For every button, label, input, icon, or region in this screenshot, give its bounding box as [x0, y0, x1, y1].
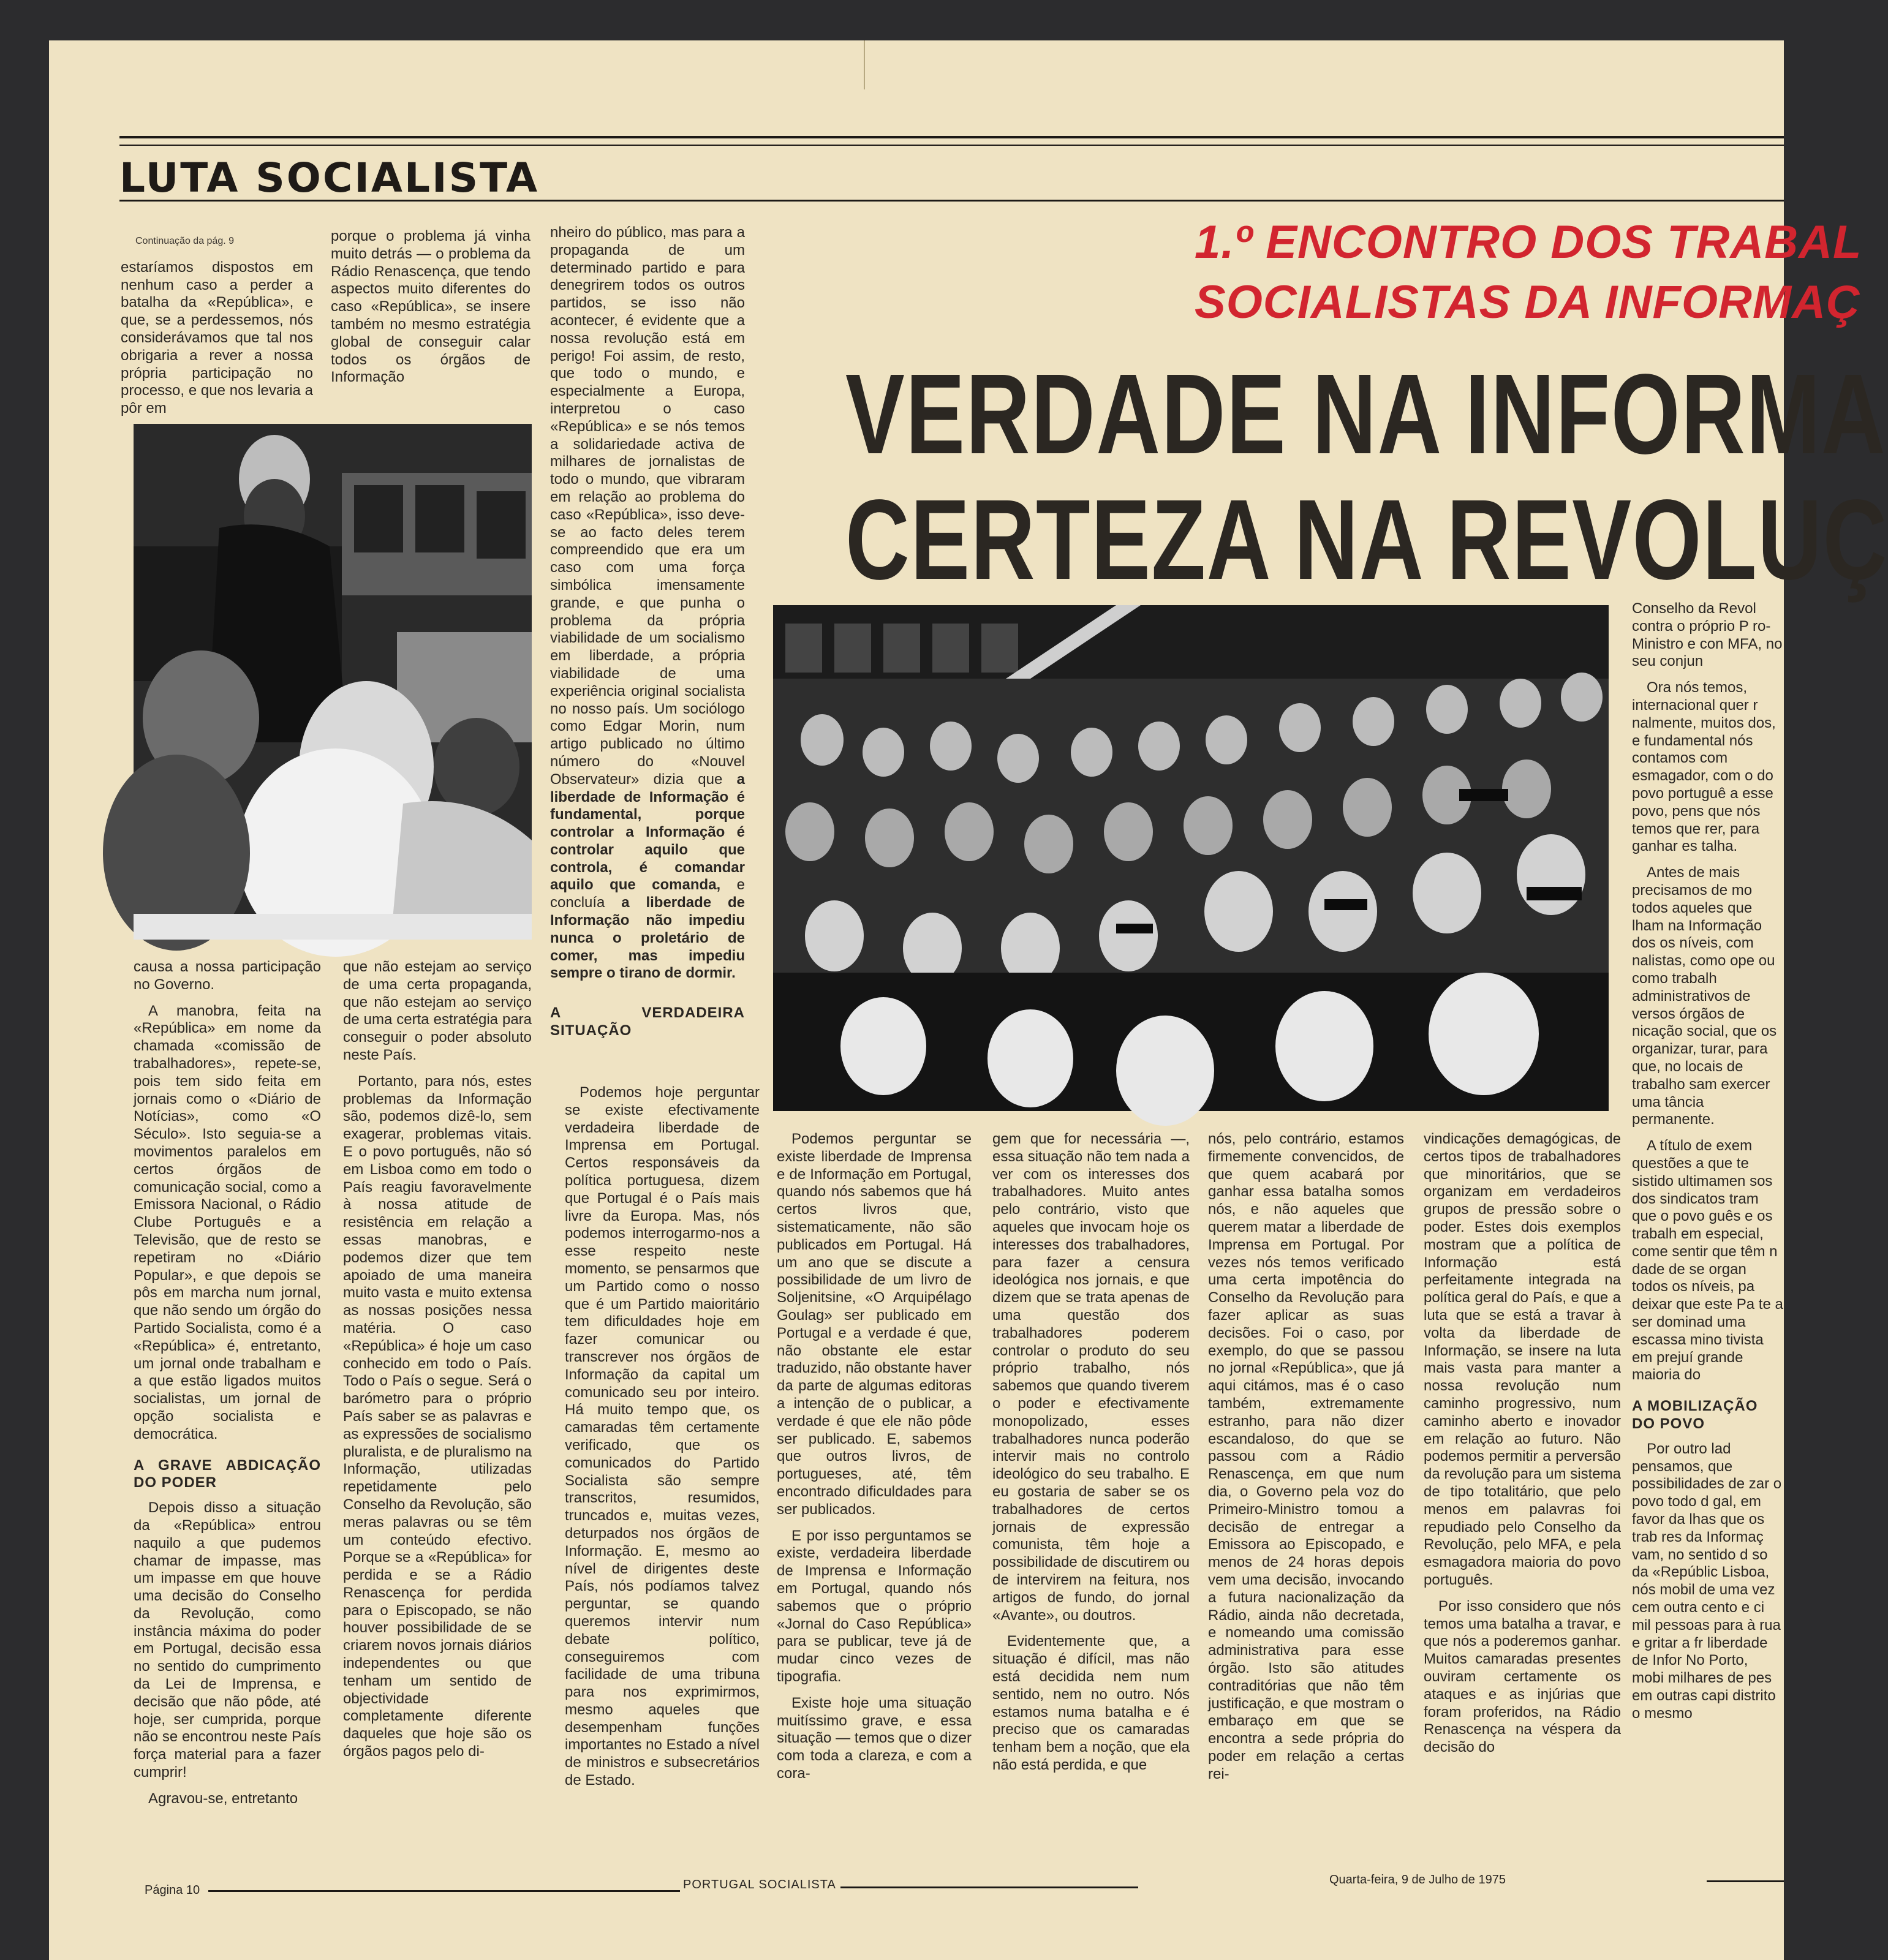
page-fold: [864, 40, 865, 89]
col4-paragraph-3: Existe hoje uma situação muitíssimo grave, e essa situação — temos que o dizer com toda a clareza, e com a cora-: [777, 1694, 972, 1782]
article-kicker-line1: 1.º ENCONTRO DOS TRABAL: [1195, 216, 1862, 268]
col8-paragraph-3: Antes de mais precisamos de mo todos aqueles que lham na Informação dos os níveis, com nalistas, como ope ou como trabalh administrativos de versos órgãos de nicação social, que os organizar, turar, para que, no locais de trabalho sam exercer uma tância permanente.: [1632, 864, 1777, 1128]
photo-audience-image: [773, 605, 1609, 1111]
column-6: [1208, 1131, 1404, 1878]
footer-rule-right: [840, 1887, 1138, 1888]
col8-paragraph-5: Por outro lad pensamos, que possibilidades de zar o povo todo d gal, em favor da lhas que os trab res da Informaç vam, no sentido d so da «Repúblic Lisboa, nós mobil de uma vez cem outra cento e ci mil pessoas para à rua e gritar a fr liberdade de Infor No Porto, mobi milhares de pes em outras capi distrito o mesmo: [1632, 1440, 1782, 1722]
col1-paragraph-2: A manobra, feita na «República» em nome da chamada «comissão de trabalhadores», repete-se, pois tem sido feita em jornais como o «Diário de Notícias», como «O Século». Isto seguia-se a movimentos paralelos em certos órgãos de comunicação social, como a Emissora Nacional, o Rádio Clube Português e a Televisão, que de resto se repetiram no «Diário Popular», e que depois se pôs em marcha num jornal, que não sendo um órgão do Partido Socialista, como é a «República» é, entretanto, um jornal onde trabalham e a que estão ligados muitos socialistas, um jornal de opção socialista e democrática.: [134, 1002, 321, 1442]
subhead-verdadeira-situacao: A VERDADEIRA SITUAÇÃO: [550, 1005, 745, 1039]
col1-paragraph-3: Depois disso a situação da «República» entrou naquilo a que pudemos chamar de impasse, mas um impasse em que houve uma decisão do Conselho da Revolução, como instância máxima do poder em Portugal, decisão essa no sentido do cumprimento da Lei de Imprensa, e decisão que não pôde, até hoje, ser cumprida, porque não se encontrou neste País força material para a fazer cumprir!: [134, 1499, 321, 1781]
subhead-grave-abdicacao: A GRAVE ABDICAÇÃO DO PODER: [134, 1457, 321, 1491]
col8-paragraph-1: Conselho da Revol contra o próprio P ro-Ministro e con MFA, no seu conjun: [1632, 600, 1783, 670]
footer-rule-far-right: [1707, 1880, 1784, 1882]
col1-top-text: estaríamos dispostos em nenhum caso a perder a batalha da «República», e que, se a perdessemos, nós considerávamos que tal nos obrigaria a rever a nossa própria participação no processo, e que nos levaria a pôr em: [121, 258, 313, 417]
column-2-bottom: [343, 959, 532, 1918]
column-3-bottom: [565, 1084, 760, 1880]
continuation-note: Continuação da pág. 9: [135, 236, 235, 246]
col3-paragraph-2: Podemos hoje perguntar se existe efectivamente verdadeira liberdade de Imprensa em Portugal. Certos responsáveis da política portuguesa, dizem que Portugal é o País mais livre da Europa. Mas, nós podemos interrogarmo-nos a esse respeito neste momento, se pensarmos que um Partido como o nosso que é um Partido maioritário tem dificuldades hoje em fazer comunicar ou transcrever nos órgãos de Informação da capital um comunicado seu por inteiro. Há muito tempo que, os camaradas têm certamente verificado, que os comunicados do Partido Socialista são sempre transcritos, resumidos, truncados e, muitas vezes, deturpados nos órgãos de Informação. E, mesmo ao nível de dirigentes deste País, nós podíamos talvez perguntar, se quando queremos intervir num debate político, conseguiremos com facilidade de uma tribuna para nos exprimirmos, mesmo aqueles que desempenham funções importantes no Estado a nível de ministros e subsecretários de Estado.: [565, 1084, 760, 1789]
footer-rule-left: [208, 1890, 680, 1892]
col5-paragraph-1: gem que for necessária —, essa situação não tem nada a ver com os interesses dos trabalhadores. Muito antes pelo contrário, visto que aqueles que invocam hoje os interesses dos trabalhadores, para fazer a censura ideológica nos jornais, e que dizem que se trata apenas de uma questão dos trabalhadores poderem controlar o produto do seu próprio trabalho, nós sabemos que quando tiverem o poder e efectivamente monopolizado, esses trabalhadores nunca poderão intervir mais no controlo ideológico do seu trabalho. E eu gostaria de saber se os trabalhadores de certos jornais de expressão comunista, têm hoje a possibilidade de discutirem ou de intervirem na feitura, nos artigos de fundo, do jornal «Avante», ou doutros.: [992, 1131, 1190, 1624]
column-5: [992, 1131, 1190, 1878]
header-rule-top: [119, 136, 1784, 138]
photo-speaker: [134, 424, 532, 940]
col5-paragraph-2: Evidentemente que, a situação é difícil, mas não está decidida nem num sentido, nem no outro. Nós estamos numa batalha e é preciso que os camaradas tenham bem a noção, que ela não está perdida, e que: [992, 1633, 1190, 1773]
column-3: [550, 224, 746, 1039]
col8-paragraph-4: A título de exem questões a que te sistido ultimamen sos dos sindicatos tram que o povo guês e os trabalh em especial, come sentir que têm n dade de se organ todos os níveis, pa deixar que este Pa te a ser dominad uma escassa mino tivista em prejuí grande maioria do: [1632, 1137, 1783, 1384]
col1-bottom-text: causa a nossa participação no Governo.: [134, 959, 321, 993]
column-4: [777, 1131, 972, 1878]
col2-paragraph-1: que não estejam ao serviço de uma certa propaganda, que não estejam ao serviço de uma certa estratégia para conseguir o poder absoluto neste País.: [343, 959, 532, 1063]
photo-speaker-image: [134, 424, 532, 940]
col2-paragraph-2: Portanto, para nós, estes problemas da Informação são, podemos dizê-lo, sem exagerar, problemas vitais. E o povo português, não só em Lisboa como em todo o País reagiu favoravelmente à nossa atitude de resistência em relação a essas manobras, e podemos dizer que tem apoiado de uma maneira muito vasta e muito extensa as nossas posições nessa matéria. O caso «República» é hoje um caso conhecido em todo o País. Todo o País o segue. Será o barómetro para o próprio País saber se as palavras e as expressões de socialismo pluralista, e de pluralismo na Informação, utilizadas repetidamente pelo Conselho da Revolução, são meras palavras ou se têm um conteúdo efectivo. Porque se a «República» for perdida e se a Rádio Renascença for perdida para o Episcopado, se não houver possibilidade de se criarem novos jornais diários independentes ou que tenham um sentido de objectividade completamente diferente daqueles que hoje são os órgãos pagos pelo di-: [343, 1072, 532, 1760]
col7-paragraph-1: vindicações demagógicas, de certos tipos de trabalhadores que minoritários, que se organizam em verdadeiros grupos de pressão sobre o poder. Estes dois exemplos mostram que a política de Informação está perfeitamente integrada na política geral do País, e que a luta que se está a travar à volta da liberdade de Informação, se insere na luta mais vasta para manter a nossa revolução num caminho progressivo, num caminho aberto e inovador em relação ao futuro. Não podemos permitir a perversão da revolução para um sistema de tipo totalitário, que pelo menos em palavras foi repudiado pelo Conselho da Revolução, pelo MFA, e pela esmagadora maioria do povo português.: [1424, 1131, 1621, 1588]
article-headline-line1: VERDADE NA INFORMA: [845, 351, 1887, 478]
article-kicker-line2: SOCIALISTAS DA INFORMAÇ: [1195, 276, 1860, 328]
col8-paragraph-2: Ora nós temos, internacional quer r nalmente, muitos dos, e fundamental nós contamos com esmagador, com o do povo portuguê a esse povo, pens que nós temos que rer, para ganhar es talha.: [1632, 679, 1776, 855]
col1-paragraph-4: Agravou-se, entretanto: [148, 1790, 298, 1807]
col3-quote-1: a liberdade de Informação é fundamental, porque controlar a Informação é controlar aquilo que controla, é comandar aquilo que comanda,: [550, 771, 745, 894]
col7-paragraph-2: Por isso considero que nós temos uma batalha a travar, e que nós a poderemos ganhar. Muitos camaradas presentes ouviram certamente os ataques e as injúrias que foram proferidos, na Rádio Renascença na véspera da decisão do: [1424, 1597, 1621, 1756]
photo-audience: [773, 605, 1609, 1111]
subhead-mobilizacao: A MOBILIZAÇÃO DO POVO: [1632, 1398, 1758, 1433]
col2-top-text: porque o problema já vinha muito detrás — o problema da Rádio Renascença, que tendo aspectos muito diferentes do caso «República», se insere também no mesmo estratégia global de conseguir calar todos os órgãos de Informação: [331, 228, 531, 386]
section-title: LUTA SOCIALISTA: [119, 154, 540, 202]
col3-mid-text: e concluía: [550, 876, 746, 911]
col6-paragraph-1: nós, pelo contrário, estamos firmemente convencidos, de que quem acabará por ganhar essa batalha somos nós, e não aqueles que querem matar a liberdade de Imprensa em Portugal. Por vezes nós temos verificado uma certa impotência do Conselho da Revolução para fazer aplicar as suas decisões. Foi o caso, por exemplo, do que se passou no jornal «República», que já aqui citámos, mas é o caso também, extremamente estranho, para não dizer escandaloso, do que se passou com a Rádio Renascença, em que num dia, o Governo pela voz do Primeiro-Ministro tomou a decisão de entregar a Emissora ao Episcopado, e menos de 24 horas depois vem uma decisão, invocando a futura nacionalização da Rádio, ainda não decretada, e nomeando uma comissão administrativa para esse órgão. Isto são atitudes contraditórias que não têm justificação, e que mostram o embaraço em que se encontra a sede própria do poder em relação a certas rei-: [1208, 1131, 1404, 1782]
column-2-top: [331, 228, 531, 415]
col3-top-text: nheiro do público, mas para a propaganda de um determinado partido e para denegrirem todos os outros partidos, se isso não acontecer, é evidente que a nossa revolução está em perigo! Foi assim, de resto, que todo o mundo, e especialmente a Europa, interpretou o caso «República» e se nós temos a solidariedade activa de milhares de jornalistas de todo o mundo, que vibraram em relação ao problema do caso «República», isso deve-se ao facto deles terem compreendido que era um caso com uma força simbólica imensamente grande, e que punha o problema da própria viabilidade de um socialismo em liberdade, a própria viabilidade de uma experiência original socialista no nosso país. Um sociólogo como Edgar Morin, num artigo publicado no último número do «Nouvel Observateur» dizia que: [550, 224, 745, 788]
header-rule-second: [119, 145, 1784, 146]
col4-paragraph-2: E por isso perguntamos se existe, verdadeira liberdade de Imprensa e Informação em Portugal, quando nós sabemos que o próprio «Jornal do Caso República» para se publicar, teve já de mudar cinco vezes de tipografia.: [777, 1527, 972, 1685]
column-8: [1632, 600, 1784, 1878]
column-1-top: [121, 233, 313, 417]
article-headline-line2: CERTEZA NA REVOLUÇ: [845, 477, 1888, 603]
col3-quote-2: a liberdade de Informação não impediu nunca o proletário de comer, mas impediu sempre o tirano de dormir.: [550, 894, 746, 982]
footer-page-label: Página 10: [145, 1883, 200, 1897]
col4-paragraph-1: Podemos perguntar se existe liberdade de Imprensa e de Informação em Portugal, quando nós sabemos que há certos livros que, sistematicamente, não são publicados em Portugal. Há um ano que se discute a possibilidade de um livro de Soljenitsine, «O Arquipélago Goulag» ser publicado em Portugal e a verdade é que, não obstante ele estar traduzido, não obstante haver da parte de algumas editoras a intenção de o publicar, a verdade é que ele não pôde ser publicado. E, sabemos que outros livros, de portugueses, até, têm encontrado dificuldades para ser publicados.: [777, 1131, 972, 1518]
footer-date: Quarta-feira, 9 de Julho de 1975: [1329, 1873, 1506, 1887]
footer-masthead: PORTUGAL SOCIALISTA: [683, 1878, 836, 1891]
column-7: [1424, 1131, 1621, 1878]
column-1-bottom: [134, 959, 321, 1918]
